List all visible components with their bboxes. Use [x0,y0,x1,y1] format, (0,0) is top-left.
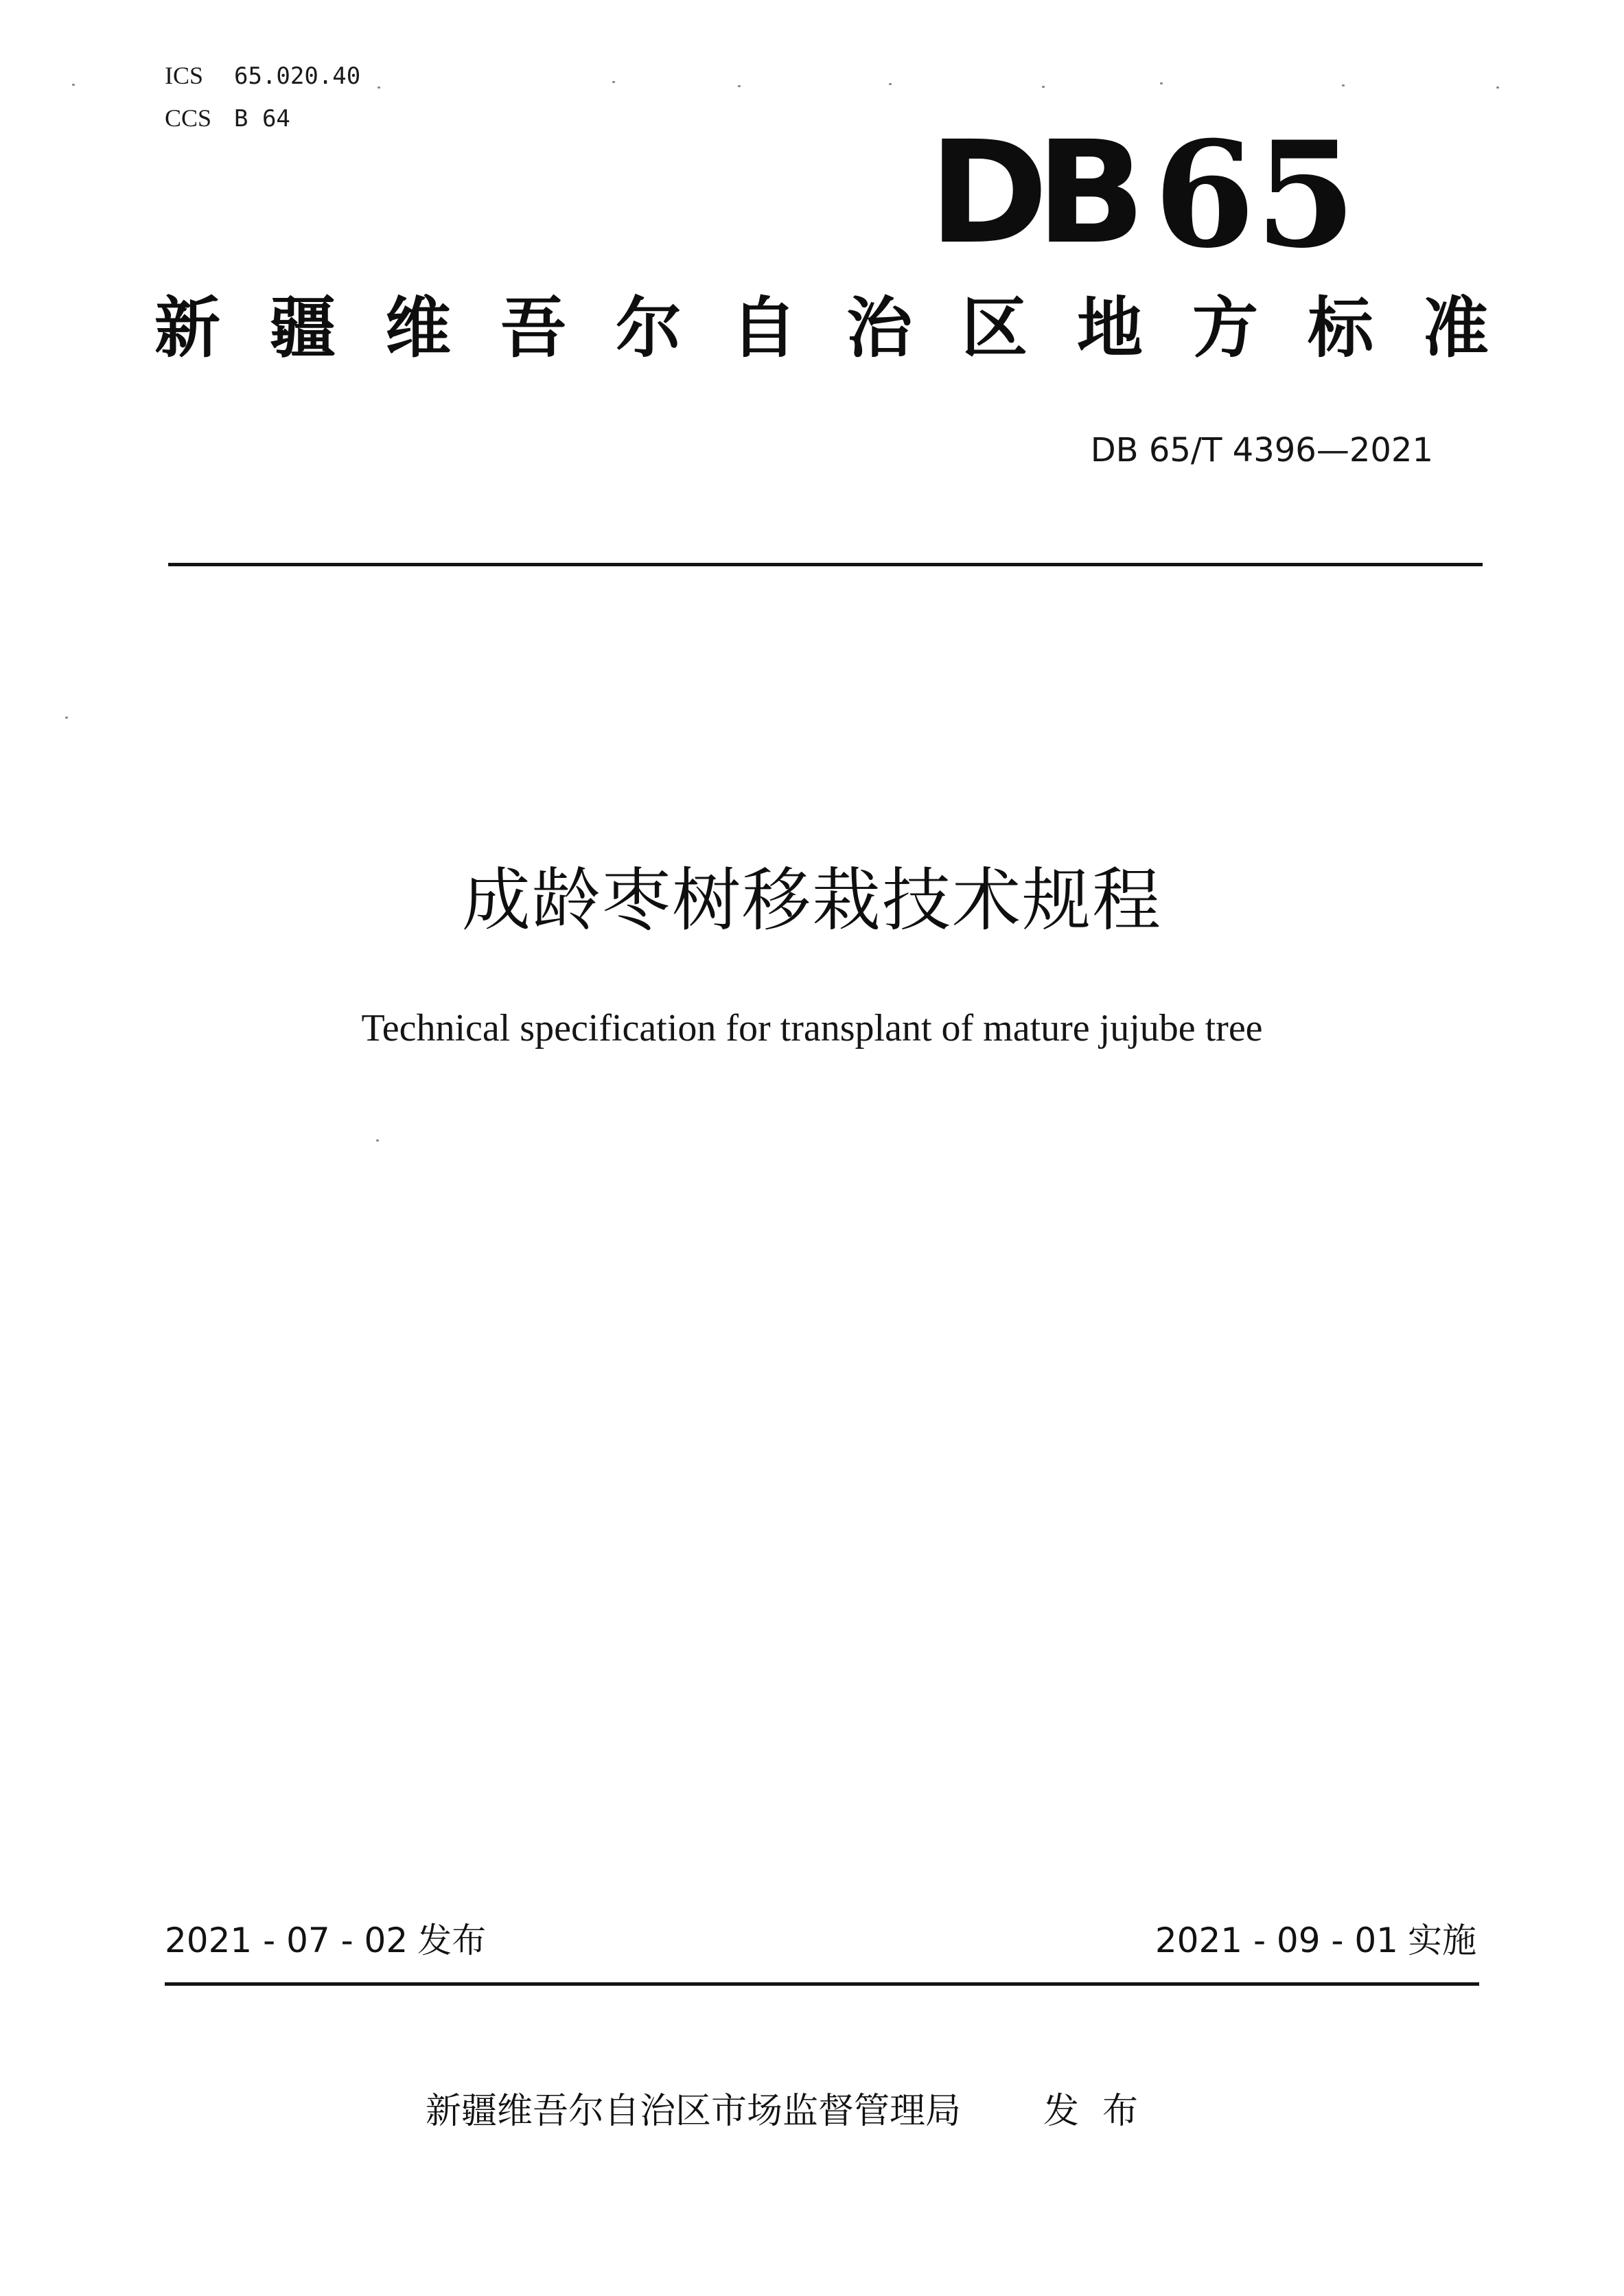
scan-speck [72,84,75,86]
publisher-action: 发布 [1043,2091,1162,2132]
scan-speck [1496,86,1499,89]
ccs-label: CCS [165,104,212,132]
ics-code [165,63,360,88]
implementation-date-value: 2021 - 09 - 01 [1155,1921,1398,1960]
issue-date-suffix: 发布 [417,1921,487,1960]
header-divider [168,563,1483,566]
ics-value: 65.020.40 [234,62,361,90]
footer-divider [165,1982,1479,1986]
publisher-name: 新疆维吾尔自治区市场监督管理局 [426,2091,962,2132]
scan-speck [65,717,68,719]
scan-speck [738,85,741,87]
publisher [426,2091,1162,2132]
implementation-date-suffix: 实施 [1408,1921,1476,1960]
standard-mark [928,109,1356,280]
scan-speck [378,86,380,89]
scan-speck [1042,86,1045,88]
issue-date-value: 2021 - 07 - 02 [165,1921,408,1960]
scan-speck [612,81,615,83]
scan-speck [376,1139,379,1141]
standard-mark-letters: DB [928,111,1133,275]
document-title-chinese: 成龄枣树移栽技术规程 [462,860,1162,940]
document-title-english: Technical specification for transplant of mature jujube tree [361,1007,1263,1050]
implementation-date [1155,1923,1476,1958]
ccs-value: B 64 [234,105,290,132]
ics-label: ICS [165,62,204,89]
standard-type-heading: 新疆维吾尔自治区地方标准 [154,290,1538,367]
ccs-code [165,106,290,130]
scan-speck [1342,84,1345,86]
scan-speck [1160,82,1163,84]
issue-date [165,1923,486,1958]
standard-mark-number: 65 [1153,109,1356,280]
standard-number: DB 65/T 4396—2021 [1090,431,1433,469]
scan-speck [889,83,892,85]
